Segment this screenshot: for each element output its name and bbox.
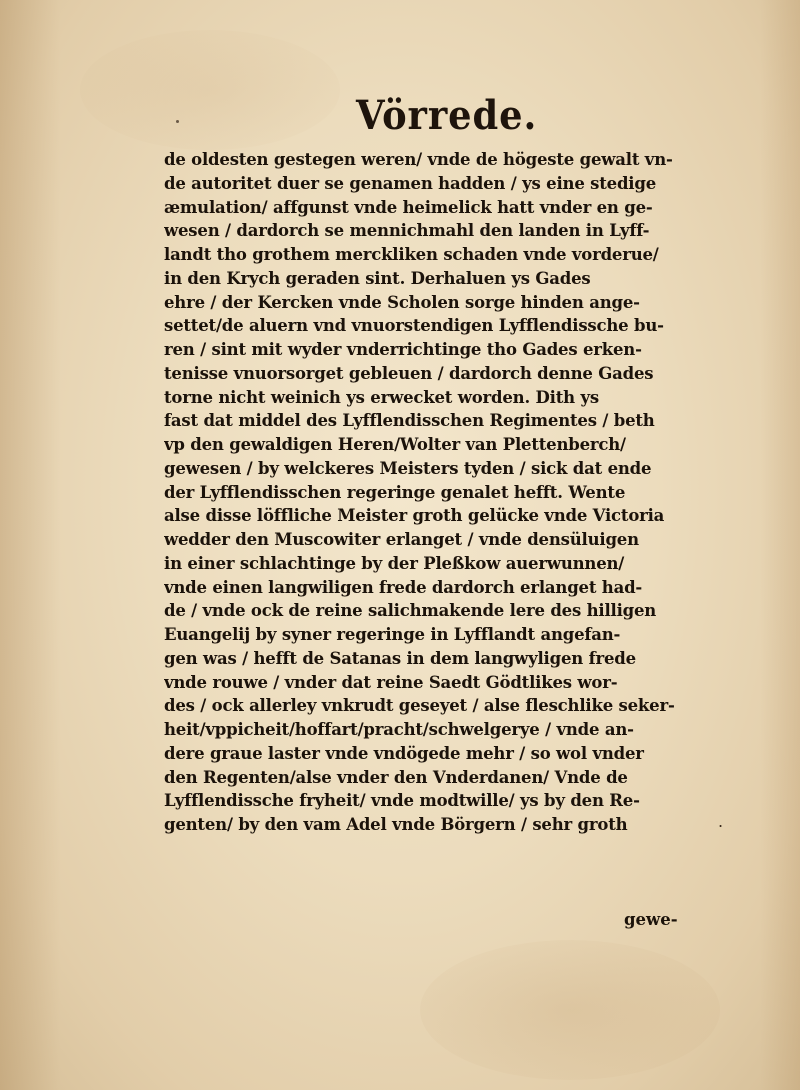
text-line: des / ock allerley vnkrudt geseyet / alse fleschlike seker- (164, 696, 675, 716)
text-line: de oldesten gestegen weren/ vnde de högeste gewalt vn- (164, 150, 673, 169)
text-line: dere graue laster vnde vndögede mehr / so wol vnder (164, 743, 644, 763)
text-line: den Regenten/alse vnder den Vnderdanen/ Vnde de (164, 767, 628, 787)
text-line: vnde einen langwiligen frede dardorch erlanget had- (164, 577, 643, 597)
text-line: ren / sint mit wyder vnderrichtinge tho Gades erken- (164, 340, 642, 359)
text-line: ehre / der Kercken vnde Scholen sorge hinden ange- (164, 292, 640, 312)
text-line: wedder den Muscowiter erlanget / vnde densüluigen (164, 530, 639, 549)
text-line: settet/de aluern vnd vnuorstendigen Lyfflendissche bu- (164, 316, 664, 336)
text-line: landt tho grothem merckliken schaden vnde vorderue/ (164, 245, 659, 264)
margin-mark: . (718, 812, 724, 831)
text-line: vnde rouwe / vnder dat reine Saedt Gödtlikes wor- (164, 672, 618, 692)
text-line: genten/ by den vam Adel vnde Börgern / sehr groth (164, 815, 628, 834)
text-line: alse disse löffliche Meister groth gelücke vnde Victoria (164, 506, 665, 526)
text-line: wesen / dardorch se mennichmahl den landen in Lyff- (164, 221, 650, 241)
ink-dot (176, 120, 179, 123)
text-line: Euangelij by syner regeringe in Lyfflandt angefan- (164, 625, 621, 644)
text-line: Lyfflendissche fryheit/ vnde modtwille/ ys by den Re- (164, 791, 640, 811)
body-text (164, 148, 684, 837)
text-line: æmulation/ affgunst vnde heimelick hatt vnder en ge- (164, 197, 653, 217)
running-header: Vörrede. (356, 92, 538, 139)
text-line: in den Krych geraden sint. Derhaluen ys Gades (164, 268, 591, 288)
catchword: gewe- (624, 910, 678, 929)
text-line: vp den gewaldigen Heren/Wolter van Plettenberch/ (164, 435, 626, 454)
text-line: heit/vppicheit/hoffart/pracht/schwelgerye / vnde an- (164, 720, 634, 739)
text-line: gewesen / by welckeres Meisters tyden / sick dat ende (164, 458, 652, 478)
text-line: de / vnde ock de reine salichmakende lere des hilligen (164, 601, 657, 621)
text-line: gen was / hefft de Satanas in dem langwyligen frede (164, 648, 636, 668)
text-line: in einer schlachtinge by der Pleßkow auerwunnen/ (164, 553, 625, 573)
text-line: torne nicht weinich ys erwecket worden. Dith ys (164, 387, 599, 407)
text-line: tenisse vnuorsorget gebleuen / dardorch denne Gades (164, 363, 654, 383)
text-line: fast dat middel des Lyfflendisschen Regimentes / beth (164, 411, 655, 431)
text-line: der Lyfflendisschen regeringe genalet hefft. Wente (164, 482, 626, 502)
text-line: de autoritet duer se genamen hadden / ys eine stedige (164, 173, 657, 193)
